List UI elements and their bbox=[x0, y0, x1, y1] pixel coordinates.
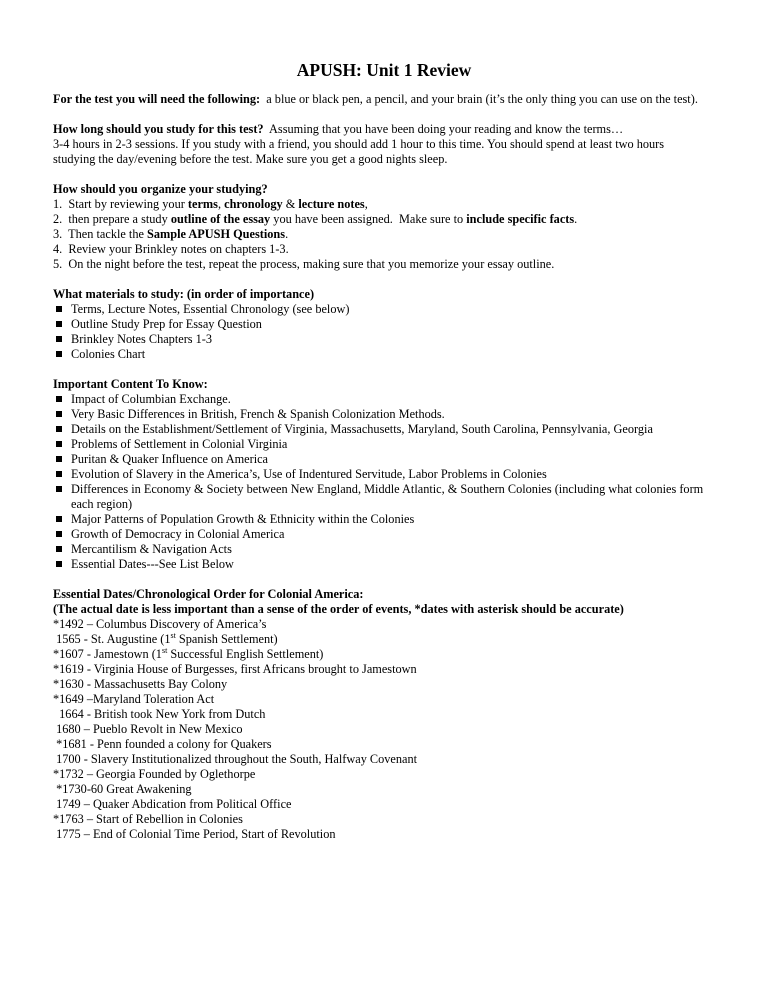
list-item-text: Colonies Chart bbox=[71, 347, 146, 361]
date-entry-1565 bbox=[53, 632, 743, 647]
test-needs-label: For the test you will need the following: bbox=[53, 92, 261, 106]
square-bullet-icon bbox=[56, 471, 62, 477]
square-bullet-icon bbox=[56, 321, 62, 327]
organize-step-4: 4. Review your Brinkley notes on chapters 1-3. bbox=[53, 242, 289, 256]
dates-heading: Essential Dates/Chronological Order for Colonial America: bbox=[53, 587, 364, 601]
step-3-post: . bbox=[285, 227, 289, 241]
page-title: APUSH: Unit 1 Review bbox=[296, 60, 472, 80]
step-3-pre: 3. Then tackle the bbox=[53, 227, 148, 241]
date-1607-sup: st bbox=[161, 645, 168, 655]
dates-subheading: (The actual date is less important than a sense of the order of events, *dates with asterisk should be accurate) bbox=[53, 602, 624, 616]
step-2-specific-facts: include specific facts bbox=[466, 212, 575, 226]
date-entry-1649: *1649 –Maryland Toleration Act bbox=[53, 692, 215, 706]
step-1-sep-1: , bbox=[217, 197, 225, 211]
date-1607-post: Successful English Settlement) bbox=[167, 647, 324, 661]
square-bullet-icon bbox=[56, 396, 62, 402]
test-needs-section bbox=[53, 92, 743, 107]
list-item bbox=[53, 452, 743, 467]
square-bullet-icon bbox=[56, 561, 62, 567]
list-item-text: Brinkley Notes Chapters 1-3 bbox=[71, 332, 213, 346]
date-entry-1492: *1492 – Columbus Discovery of America’s bbox=[53, 617, 267, 631]
date-entry-1607 bbox=[53, 647, 743, 662]
step-1-terms: terms bbox=[187, 197, 218, 211]
date-entry-1749: 1749 – Quaker Abdication from Political Office bbox=[53, 797, 292, 811]
date-entry-1732: *1732 – Georgia Founded by Oglethorpe bbox=[53, 767, 256, 781]
square-bullet-icon bbox=[56, 441, 62, 447]
square-bullet-icon bbox=[56, 306, 62, 312]
step-1-chronology: chronology bbox=[224, 197, 283, 211]
date-entry-1730-60: *1730-60 Great Awakening bbox=[53, 782, 192, 796]
materials-section bbox=[53, 287, 743, 362]
list-item-text: Evolution of Slavery in the America’s, Use of Indentured Servitude, Labor Problems in Colonies bbox=[71, 467, 547, 481]
step-1-sep-2: & bbox=[282, 197, 299, 211]
organize-step-2 bbox=[53, 212, 743, 227]
date-1565-pre: 1565 - St. Augustine (1 bbox=[53, 632, 171, 646]
step-2-middle: you have been assigned. Make sure to bbox=[270, 212, 467, 226]
organize-section bbox=[53, 182, 743, 272]
date-entry-1664: 1664 - British took New York from Dutch bbox=[53, 707, 266, 721]
list-item-text: Impact of Columbian Exchange. bbox=[71, 392, 231, 406]
list-item bbox=[53, 332, 743, 347]
list-item-text: Problems of Settlement in Colonial Virginia bbox=[71, 437, 288, 451]
list-item-text: Terms, Lecture Notes, Essential Chronology (see below) bbox=[71, 302, 350, 316]
square-bullet-icon bbox=[56, 411, 62, 417]
list-item bbox=[53, 482, 743, 512]
content-heading: Important Content To Know: bbox=[53, 377, 208, 391]
list-item bbox=[53, 317, 743, 332]
organize-step-3 bbox=[53, 227, 743, 242]
square-bullet-icon bbox=[56, 351, 62, 357]
step-3-sample-questions: Sample APUSH Questions bbox=[147, 227, 286, 241]
list-item-text: Mercantilism & Navigation Acts bbox=[71, 542, 232, 556]
list-item bbox=[53, 467, 743, 482]
organize-step-1 bbox=[53, 197, 743, 212]
organize-heading: How should you organize your studying? bbox=[53, 182, 268, 196]
date-1607-pre: *1607 - Jamestown (1 bbox=[53, 647, 162, 661]
date-entry-1763: *1763 – Start of Rebellion in Colonies bbox=[53, 812, 243, 826]
study-time-label: How long should you study for this test? bbox=[53, 122, 264, 136]
list-item-text: Major Patterns of Population Growth & Ethnicity within the Colonies bbox=[71, 512, 415, 526]
materials-list bbox=[53, 302, 743, 362]
date-entry-1619: *1619 - Virginia House of Burgesses, first Africans brought to Jamestown bbox=[53, 662, 417, 676]
square-bullet-icon bbox=[56, 516, 62, 522]
organize-step-5: 5. On the night before the test, repeat the process, making sure that you memorize your essay outline. bbox=[53, 257, 555, 271]
step-1-post: , bbox=[364, 197, 368, 211]
list-item bbox=[53, 302, 743, 317]
square-bullet-icon bbox=[56, 456, 62, 462]
study-time-section bbox=[53, 122, 743, 167]
study-time-line-1 bbox=[53, 122, 743, 137]
date-1565-post: Spanish Settlement) bbox=[175, 632, 278, 646]
square-bullet-icon bbox=[56, 531, 62, 537]
list-item bbox=[53, 542, 743, 557]
list-item bbox=[53, 557, 743, 572]
date-entry-1681: *1681 - Penn founded a colony for Quakers bbox=[53, 737, 272, 751]
study-time-line-2: 3-4 hours in 2-3 sessions. If you study with a friend, you should add 1 hour to this time. You should spend at least two hours bbox=[53, 137, 665, 151]
list-item bbox=[53, 347, 743, 362]
study-time-text-1: Assuming that you have been doing your reading and know the terms… bbox=[263, 122, 624, 136]
square-bullet-icon bbox=[56, 486, 62, 492]
date-entry-1680: 1680 – Pueblo Revolt in New Mexico bbox=[53, 722, 243, 736]
date-1565-sup: st bbox=[170, 630, 176, 640]
materials-heading: What materials to study: (in order of importance) bbox=[53, 287, 315, 301]
square-bullet-icon bbox=[56, 426, 62, 432]
list-item-text: Outline Study Prep for Essay Question bbox=[71, 317, 262, 331]
test-needs-line bbox=[53, 92, 743, 107]
list-item bbox=[53, 392, 743, 407]
date-entry-1630: *1630 - Massachusetts Bay Colony bbox=[53, 677, 228, 691]
list-item-text: Essential Dates---See List Below bbox=[71, 557, 234, 571]
square-bullet-icon bbox=[56, 546, 62, 552]
list-item bbox=[53, 512, 743, 527]
step-2-post: . bbox=[574, 212, 578, 226]
list-item-text: Growth of Democracy in Colonial America bbox=[71, 527, 285, 541]
square-bullet-icon bbox=[56, 336, 62, 342]
list-item-text: Details on the Establishment/Settlement of Virginia, Massachusetts, Maryland, South Carolina, Pennsylvania, Georgia bbox=[71, 422, 653, 436]
step-1-lecture-notes: lecture notes bbox=[298, 197, 365, 211]
list-item-text: Puritan & Quaker Influence on America bbox=[71, 452, 269, 466]
date-entry-1775: 1775 – End of Colonial Time Period, Start of Revolution bbox=[53, 827, 336, 841]
list-item bbox=[53, 422, 743, 437]
study-time-line-3: studying the day/evening before the test. Make sure you get a good nights sleep. bbox=[53, 152, 448, 166]
list-item bbox=[53, 437, 743, 452]
content-section bbox=[53, 377, 743, 572]
list-item bbox=[53, 527, 743, 542]
list-item-text: Very Basic Differences in British, French & Spanish Colonization Methods. bbox=[71, 407, 445, 421]
dates-section bbox=[53, 587, 743, 842]
list-item bbox=[53, 407, 743, 422]
document-body bbox=[53, 92, 743, 857]
content-list bbox=[53, 392, 743, 572]
date-entry-1700: 1700 - Slavery Institutionalized throughout the South, Halfway Covenant bbox=[53, 752, 418, 766]
step-1-pre: 1. Start by reviewing your bbox=[53, 197, 188, 211]
step-2-pre: 2. then prepare a study bbox=[53, 212, 171, 226]
list-item-text: Differences in Economy & Society between New England, Middle Atlantic, & Southern Colonies (including what colonies form each region) bbox=[71, 482, 704, 511]
test-needs-text: a blue or black pen, a pencil, and your brain (it’s the only thing you can use on the test). bbox=[260, 92, 698, 106]
step-2-essay-outline: outline of the essay bbox=[170, 212, 271, 226]
